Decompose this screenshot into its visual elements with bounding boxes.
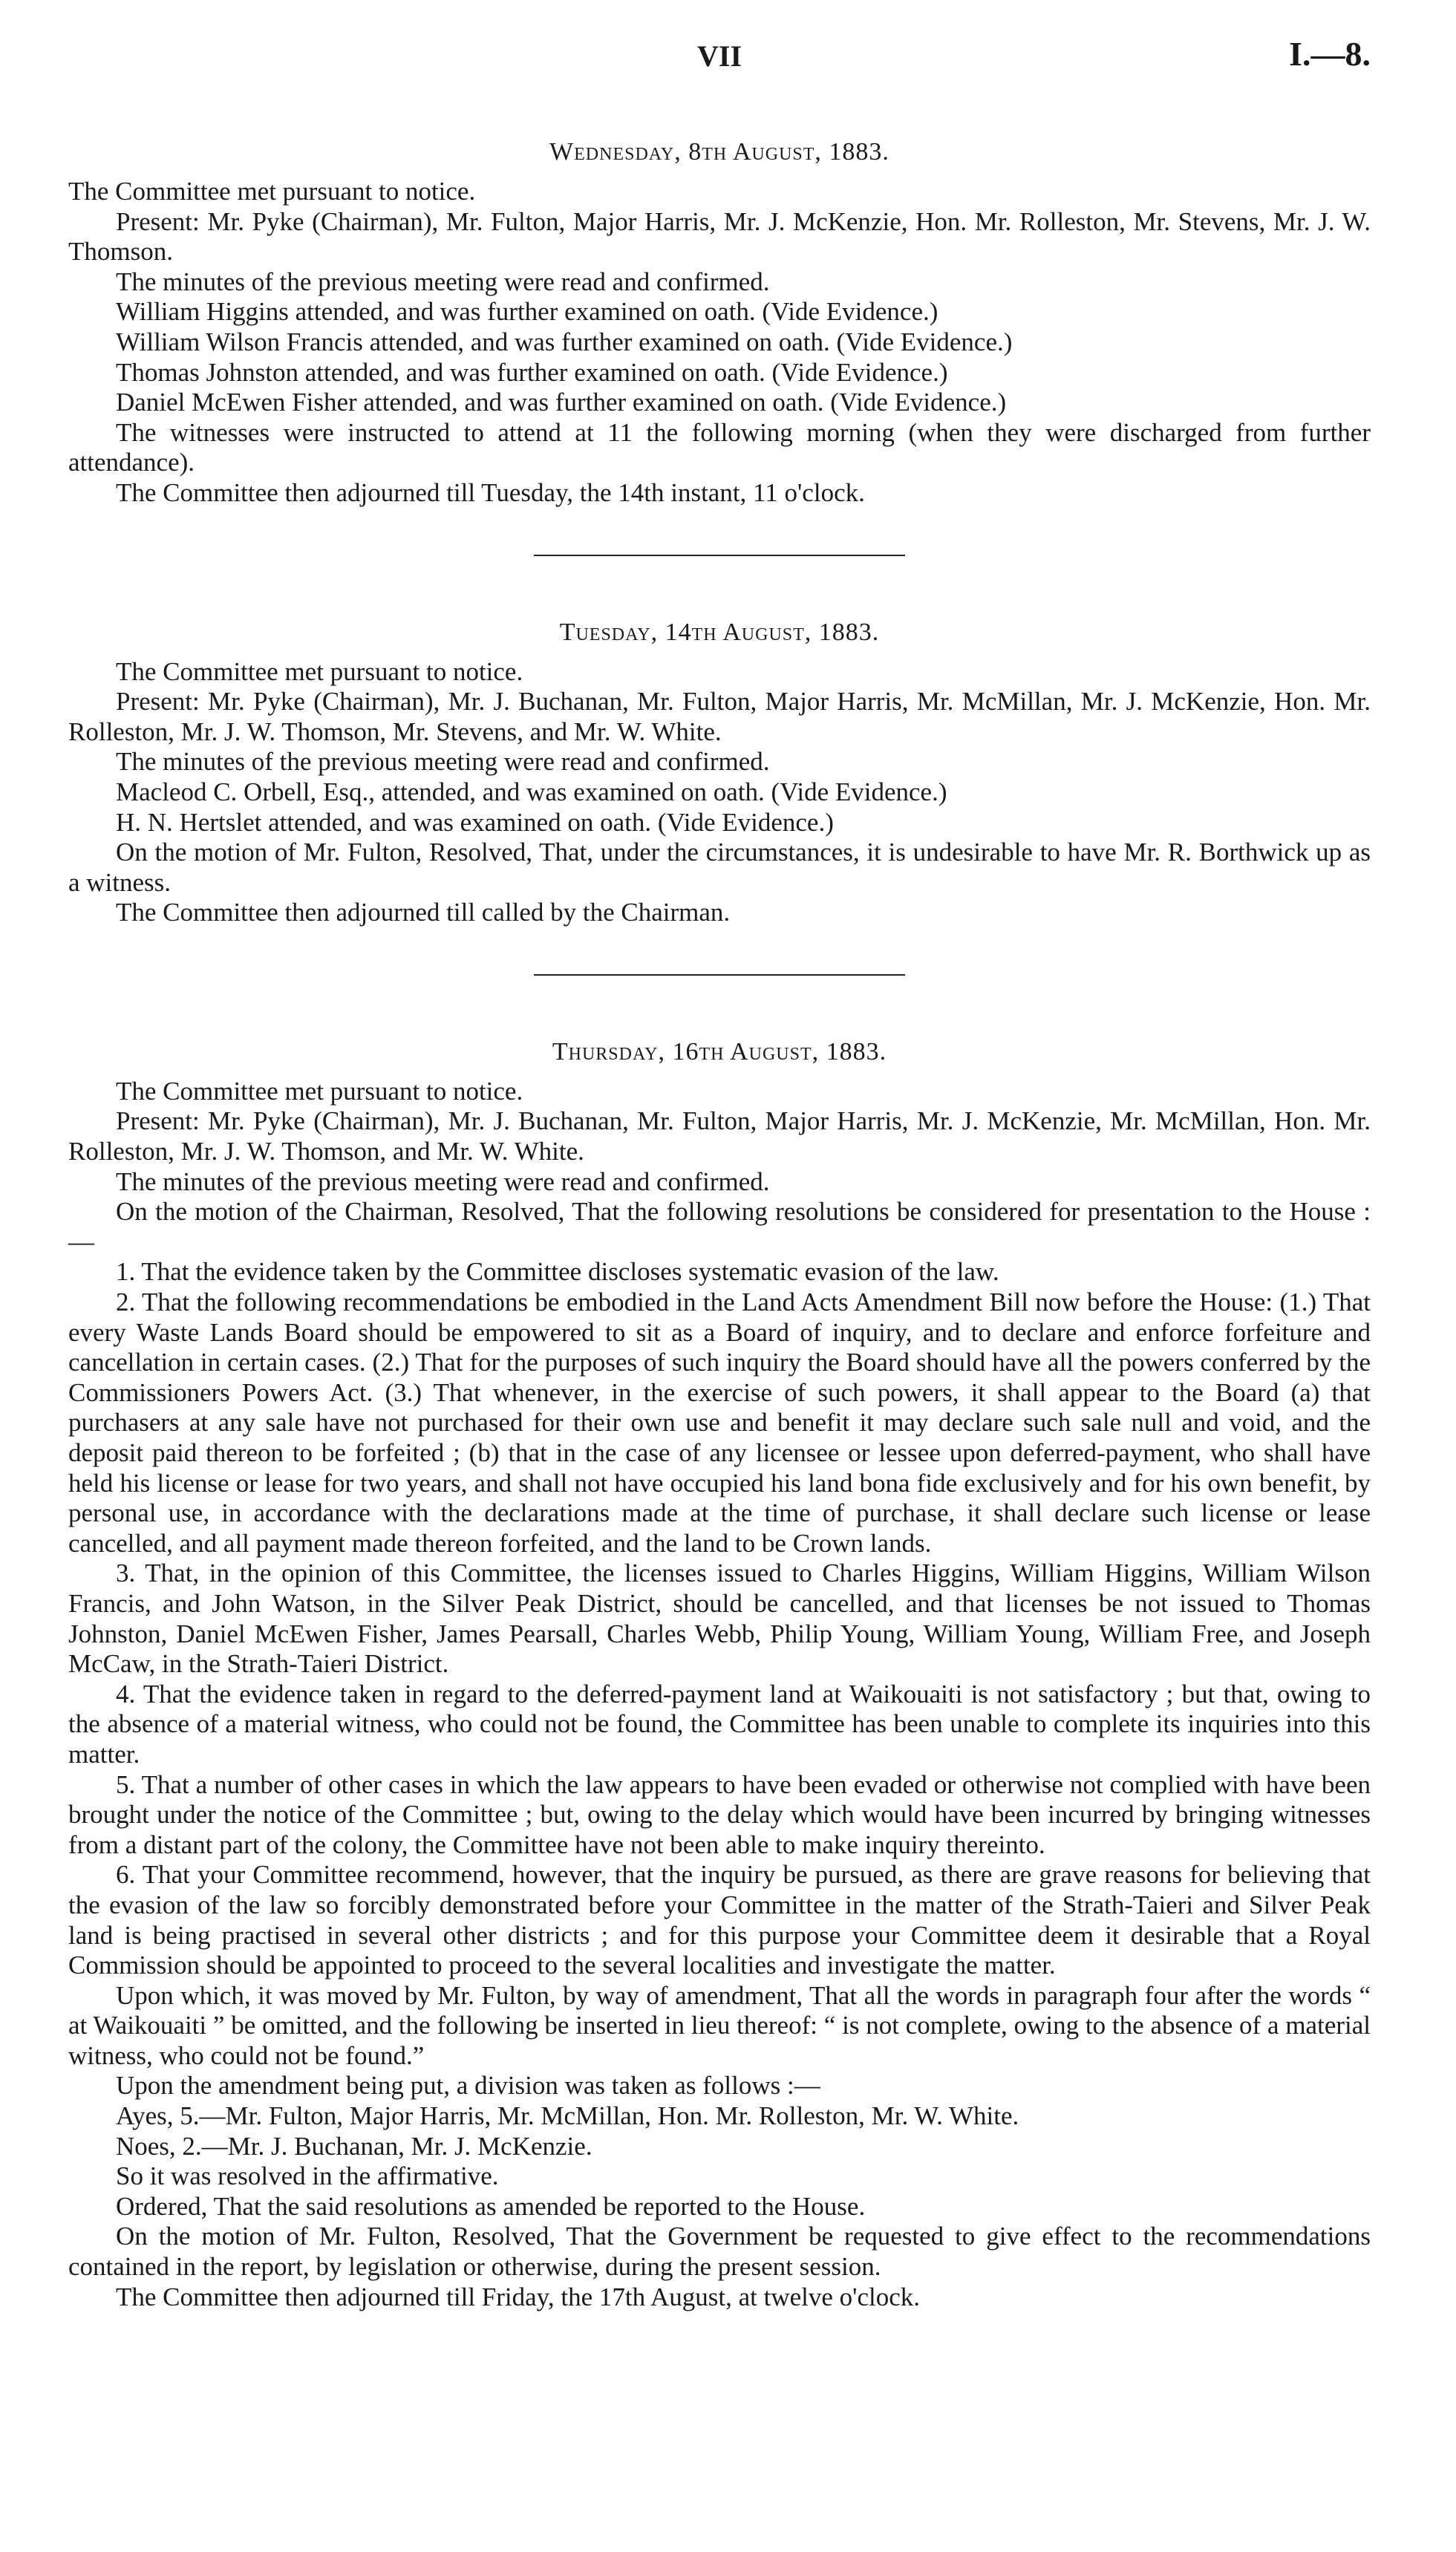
- section-date-heading: Wednesday, 8th August, 1883.: [549, 138, 889, 166]
- paragraph: H. N. Hertslet attended, and was examined on oath. (Vide Evidence.): [116, 807, 834, 837]
- paragraph: Present: Mr. Pyke (Chairman), Mr. J. Buchanan, Mr. Fulton, Major Harris, Mr. McMillan, Mr. J. McKenzie, Hon. Mr. Rolleston, Mr. J. W. Thomson, Mr. Stevens, and Mr. W. White.: [68, 687, 1371, 746]
- resolution-item: 3. That, in the opinion of this Committee, the licenses issued to Charles Higgins, William Higgins, William Wilson Francis, and John Watson, in the Silver Peak District, should be cancelled, and that licenses be not issued to Thomas Johnston, Daniel McEwen Fisher, James Pearsall, Charles Webb, Philip Young, William Young, William Free, and Joseph McCaw, in the Strath-Taieri District.: [68, 1559, 1371, 1679]
- division-ayes: Ayes, 5.—Mr. Fulton, Major Harris, Mr. McMillan, Hon. Mr. Rolleston, Mr. W. White.: [116, 2101, 1019, 2131]
- minutes-section-thursday: [68, 1038, 1371, 2312]
- paragraph: Macleod C. Orbell, Esq., attended, and was examined on oath. (Vide Evidence.): [116, 777, 947, 806]
- section-date-heading: Thursday, 16th August, 1883.: [552, 1037, 887, 1065]
- resolution-item: 1. That the evidence taken by the Committee discloses systematic evasion of the law.: [116, 1257, 999, 1287]
- page-header: [68, 30, 1371, 77]
- minutes-section-wednesday: [68, 138, 1371, 509]
- paragraph: Daniel McEwen Fisher attended, and was further examined on oath. (Vide Evidence.): [116, 388, 1007, 417]
- resolution-item: 6. That your Committee recommend, however, that the inquiry be pursued, as there are grave reasons for believing that the evasion of the law so forcibly demonstrated before your Committee in the matter of the Strath-Taieri and Silver Peak land is being practised in several other districts ; and for this purpose your Committee deem it desirable that a Royal Commission should be appointed to proceed to the several localities and investigate the matter.: [68, 1860, 1371, 1980]
- paragraph: On the motion of Mr. Fulton, Resolved, That the Government be requested to give effect to the recommendations contained in the report, by legislation or otherwise, during the present session.: [68, 2222, 1371, 2282]
- paragraph: Present: Mr. Pyke (Chairman), Mr. Fulton, Major Harris, Mr. J. McKenzie, Hon. Mr. Rolleston, Mr. Stevens, Mr. J. W. Thomson.: [68, 206, 1371, 267]
- minutes-section-tuesday: [68, 619, 1371, 928]
- paragraph: On the motion of the Chairman, Resolved, That the following resolutions be considered for presentation to the House :—: [68, 1197, 1371, 1256]
- paragraph: William Higgins attended, and was further examined on oath. (Vide Evidence.): [116, 297, 938, 327]
- paragraph: Ordered, That the said resolutions as amended be reported to the House.: [116, 2191, 866, 2221]
- document-page: [68, 30, 1371, 2312]
- paragraph: On the motion of Mr. Fulton, Resolved, That, under the circumstances, it is undesirable to have Mr. R. Borthwick up as a witness.: [68, 838, 1371, 897]
- paragraph: The witnesses were instructed to attend at 11 the following morning (when they were discharged from further attendance).: [68, 417, 1371, 477]
- page-number-roman: VII: [696, 39, 742, 73]
- paragraph: The Committee met pursuant to notice.: [116, 656, 523, 686]
- resolution-item: 5. That a number of other cases in which the law appears to have been evaded or otherwise not complied with have been brought under the notice of the Committee ; but, owing to the delay which would have been incurred by bringing witnesses from a distant part of the colony, the Committee have not been able to make inquiry thereinto.: [68, 1769, 1371, 1859]
- section-divider: [534, 974, 905, 976]
- section-divider: [534, 555, 905, 556]
- section-date-heading: Tuesday, 14th August, 1883.: [559, 618, 880, 646]
- paragraph: The minutes of the previous meeting were read and confirmed.: [116, 267, 770, 296]
- paragraph: So it was resolved in the affirmative.: [116, 2161, 499, 2191]
- paragraph: The Committee then adjourned till Friday, the 17th August, at twelve o'clock.: [116, 2282, 920, 2311]
- paragraph: William Wilson Francis attended, and was further examined on oath. (Vide Evidence.): [116, 327, 1013, 356]
- paragraph: The minutes of the previous meeting were read and confirmed.: [116, 1166, 770, 1196]
- resolution-item: 4. That the evidence taken in regard to the deferred-payment land at Waikouaiti is not satisfactory ; but that, owing to the absence of a material witness, who could not be found, the Committee has been unable to complete its inquiries into this matter.: [68, 1679, 1371, 1769]
- paragraph: The Committee met pursuant to notice.: [116, 1076, 523, 1106]
- paragraph: The Committee then adjourned till Tuesday, the 14th instant, 11 o'clock.: [116, 477, 865, 507]
- paragraph: Thomas Johnston attended, and was further examined on oath. (Vide Evidence.): [116, 357, 948, 387]
- paragraph: The Committee then adjourned till called by the Chairman.: [116, 898, 731, 927]
- paper-reference: I.—8.: [1289, 35, 1371, 73]
- resolution-item: 2. That the following recommendations be embodied in the Land Acts Amendment Bill now before the House: (1.) That every Waste Lands Board should be empowered to sit as a Board of inquiry, and to declare and enforce forfeiture and cancellation in certain cases. (2.) That for the purposes of such inquiry the Board should have all the powers conferred by the Commissioners Powers Act. (3.) That whenever, in the exercise of such powers, it shall appear to the Board (a) that purchasers at any sale have not purchased for their own use and benefit it may declare such sale null and void, and the deposit paid thereon to be forfeited ; (b) that in the case of any licensee or lessee upon deferred-payment, who shall have held his license or lease for two years, and shall not have occupied his land bona fide exclusively and for his own benefit, by personal use, in accordance with the declarations made at the time of purchase, it shall declare such license or lease cancelled, and all payment made thereon forfeited, and the land to be Crown lands.: [68, 1288, 1371, 1558]
- division-noes: Noes, 2.—Mr. J. Buchanan, Mr. J. McKenzie.: [116, 2131, 592, 2161]
- paragraph: Upon which, it was moved by Mr. Fulton, by way of amendment, That all the words in paragraph four after the words “ at Waikouaiti ” be omitted, and the following be inserted in lieu thereof: “ is not complete, owing to the absence of a material witness, who could not be found.”: [68, 1980, 1371, 2070]
- paragraph: Present: Mr. Pyke (Chairman), Mr. J. Buchanan, Mr. Fulton, Major Harris, Mr. J. McKenzie, Mr. McMillan, Hon. Mr. Rolleston, Mr. J. W. Thomson, and Mr. W. White.: [68, 1106, 1371, 1166]
- paragraph: The Committee met pursuant to notice.: [68, 177, 476, 206]
- paragraph: The minutes of the previous meeting were read and confirmed.: [116, 747, 770, 777]
- paragraph: Upon the amendment being put, a division was taken as follows :—: [116, 2071, 820, 2101]
